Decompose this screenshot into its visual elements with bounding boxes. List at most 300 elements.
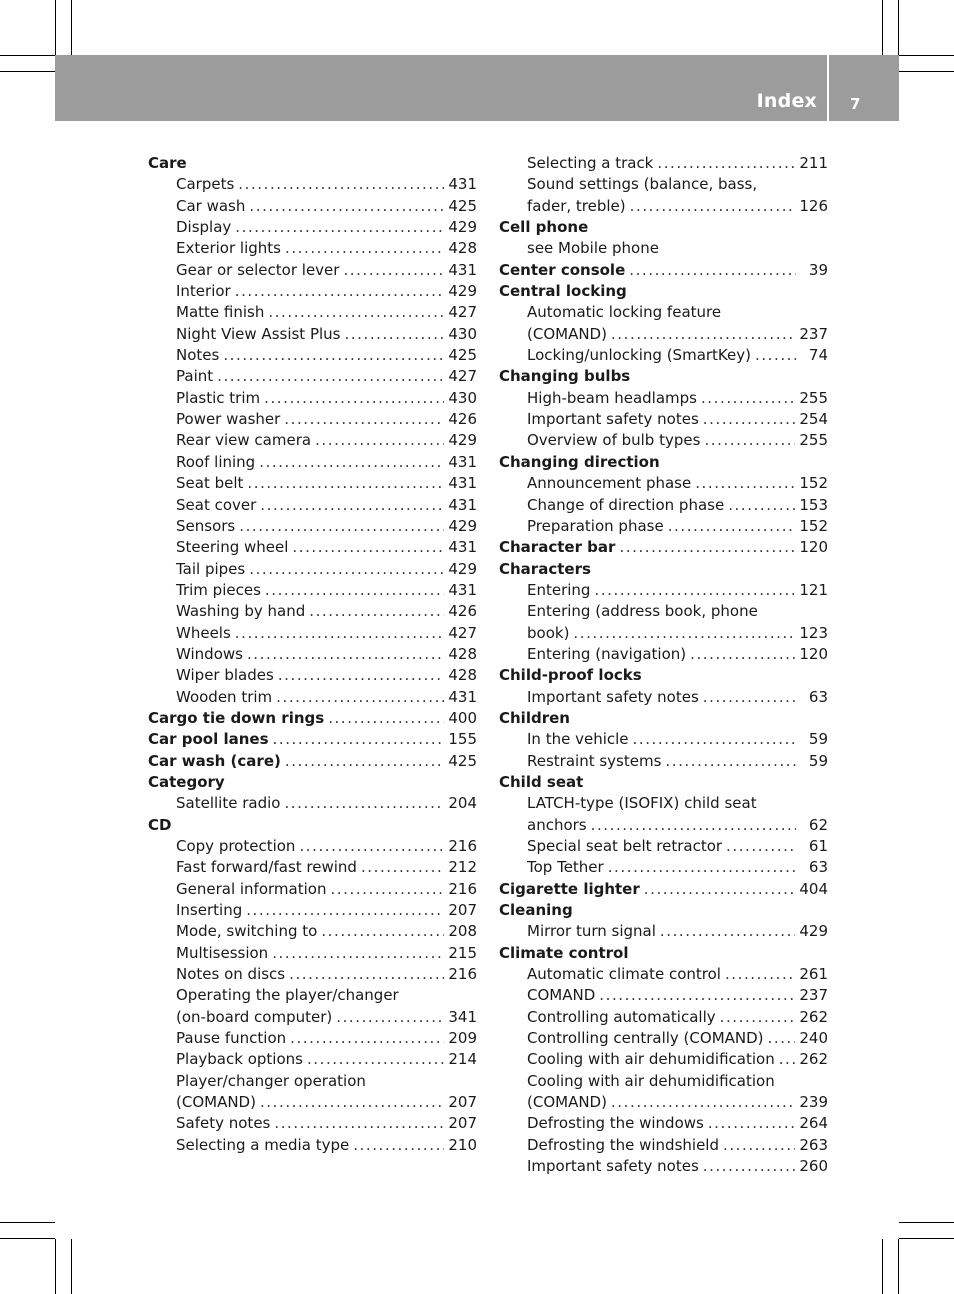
crop-mark	[55, 1239, 56, 1294]
crop-mark	[899, 55, 954, 56]
dot-leader	[728, 495, 795, 516]
index-entry-text: Wiper blades	[176, 666, 274, 685]
index-entry-text: Wooden trim	[176, 687, 273, 706]
index-subentry	[148, 452, 477, 473]
index-subentry	[148, 1028, 477, 1049]
dot-leader	[268, 302, 444, 323]
index-entry-text: Changing bulbs	[499, 367, 631, 386]
index-heading	[499, 217, 828, 238]
index-subentry	[499, 238, 828, 259]
index-page-ref: 425	[448, 346, 477, 365]
index-page-ref: 428	[448, 239, 477, 258]
index-page-ref: 237	[799, 986, 828, 1005]
index-page-ref: 208	[448, 922, 477, 941]
index-subentry	[148, 644, 477, 665]
dot-leader	[708, 1113, 796, 1134]
index-page-ref: 430	[448, 388, 477, 407]
dot-leader	[726, 836, 796, 857]
index-heading	[499, 260, 828, 281]
index-subentry	[499, 302, 828, 323]
index-entry-text: Category	[148, 772, 225, 791]
index-page-ref: 39	[808, 260, 828, 279]
dot-leader	[321, 921, 444, 942]
index-page-ref: 59	[808, 751, 828, 770]
dot-leader	[217, 366, 444, 387]
index-page-ref: 62	[808, 815, 828, 834]
dot-leader	[695, 473, 795, 494]
index-subentry	[148, 516, 477, 537]
index-page-ref: 425	[448, 196, 477, 215]
crop-mark	[0, 55, 55, 56]
dot-leader	[264, 388, 444, 409]
index-entry-text: Automatic climate control	[527, 965, 721, 984]
dot-leader	[629, 260, 796, 281]
index-entry-text: Center console	[499, 260, 626, 279]
index-subentry	[499, 388, 828, 409]
index-heading	[148, 815, 477, 836]
index-page-ref: 428	[448, 666, 477, 685]
index-entry-text: Night View Assist Plus	[176, 324, 341, 343]
index-entry-text: Notes on discs	[176, 965, 286, 984]
index-subentry	[499, 623, 828, 644]
index-subentry	[499, 1092, 828, 1113]
index-entry-text: Character bar	[499, 538, 616, 557]
index-entry-text: Announcement phase	[527, 474, 692, 493]
crop-mark	[55, 0, 56, 55]
index-page-ref: 431	[448, 175, 477, 194]
dot-leader	[644, 879, 796, 900]
index-entry-text: Satellite radio	[176, 794, 281, 813]
dot-leader	[701, 388, 795, 409]
index-entry-text: Windows	[176, 644, 243, 663]
index-entry-text: Matte finish	[176, 303, 265, 322]
index-entry-text: Carpets	[176, 175, 235, 194]
index-subentry	[148, 388, 477, 409]
index-page-ref: 431	[448, 495, 477, 514]
dot-leader	[630, 196, 796, 217]
index-entry-text: Change of direction phase	[527, 495, 725, 514]
index-subentry	[499, 345, 828, 366]
index-heading	[499, 879, 828, 900]
index-entry-text: Car wash (care)	[148, 751, 281, 770]
index-entry-text: Exterior lights	[176, 239, 281, 258]
index-subentry	[499, 1156, 828, 1177]
index-page-ref: 152	[799, 474, 828, 493]
index-page-ref: 427	[448, 367, 477, 386]
dot-leader	[260, 495, 444, 516]
index-page-ref: 61	[808, 837, 828, 855]
index-subentry	[148, 559, 477, 580]
crop-mark	[898, 1239, 899, 1294]
index-entry-text: In the vehicle	[527, 730, 629, 749]
dot-leader	[720, 1007, 796, 1028]
index-entry-text: Cigarette lighter	[499, 879, 640, 898]
index-page-ref: 431	[448, 452, 477, 471]
index-entry-text: CD	[148, 815, 172, 834]
index-page-ref: 152	[799, 516, 828, 535]
index-entry-text: Overview of bulb types	[527, 431, 701, 450]
index-entry-text: Operating the player/changer	[176, 986, 399, 1005]
index-page-ref: 255	[799, 388, 828, 407]
index-entry-text: Central locking	[499, 282, 627, 301]
dot-leader	[345, 324, 445, 345]
index-entry-text: see Mobile phone	[527, 239, 659, 258]
index-heading	[499, 708, 828, 729]
index-heading	[499, 900, 828, 921]
dot-leader	[307, 1049, 444, 1070]
index-page-ref: 428	[448, 644, 477, 663]
dot-leader	[239, 516, 444, 537]
dot-leader	[768, 1028, 796, 1049]
index-entry-text: Restraint systems	[527, 751, 662, 770]
index-entry-text: Display	[176, 218, 232, 237]
index-subentry	[499, 324, 828, 345]
index-entry-text: Cleaning	[499, 901, 573, 920]
dot-leader	[353, 1135, 444, 1156]
dot-leader	[704, 430, 795, 451]
index-entry-text: LATCH-type (ISOFIX) child seat	[527, 794, 757, 813]
index-page-ref: 204	[448, 794, 477, 813]
index-subentry	[499, 516, 828, 537]
index-page-ref: 74	[808, 346, 828, 365]
index-entry-text: Defrosting the windshield	[527, 1135, 719, 1154]
index-entry-text: Cooling with air dehumidification	[527, 1050, 775, 1069]
index-entry-text: Cooling with air dehumidification	[527, 1071, 775, 1090]
index-entry-text: Copy protection	[176, 837, 296, 855]
index-subentry	[499, 729, 828, 750]
index-page-ref: 121	[799, 580, 828, 599]
index-subentry	[148, 921, 477, 942]
crop-mark	[898, 0, 899, 55]
index-subentry	[148, 793, 477, 814]
index-heading	[499, 452, 828, 473]
dot-leader	[273, 729, 445, 750]
index-subentry	[499, 430, 828, 451]
index-entry-text: Mirror turn signal	[527, 922, 656, 941]
index-entry-text: Important safety notes	[527, 1157, 699, 1176]
index-subentry	[148, 260, 477, 281]
index-subentry	[148, 985, 477, 1006]
index-heading	[499, 943, 828, 964]
index-subentry	[499, 196, 828, 217]
index-page-ref: 123	[799, 623, 828, 642]
dot-leader	[755, 345, 796, 366]
index-subentry	[499, 1007, 828, 1028]
index-entry-text: High-beam headlamps	[527, 388, 697, 407]
index-entry-text: COMAND	[527, 986, 596, 1005]
dot-leader	[660, 921, 795, 942]
index-page-ref: 429	[448, 282, 477, 301]
index-subentry	[148, 580, 477, 601]
index-page-ref: 240	[799, 1029, 828, 1048]
index-subentry	[499, 985, 828, 1006]
index-entry-text: Mode, switching to	[176, 922, 318, 941]
index-heading	[499, 772, 828, 793]
index-subentry	[148, 665, 477, 686]
index-subentry	[499, 601, 828, 622]
index-subentry	[148, 430, 477, 451]
dot-leader	[309, 601, 444, 622]
dot-leader	[246, 900, 444, 921]
index-entry-text: Automatic locking feature	[527, 303, 722, 322]
index-entry-text: Seat cover	[176, 495, 257, 514]
index-entry-text: Controlling centrally (COMAND)	[527, 1029, 764, 1048]
index-page-ref: 209	[448, 1029, 477, 1048]
index-subentry	[148, 324, 477, 345]
dot-leader	[611, 324, 795, 345]
index-entry-text: General information	[176, 879, 327, 898]
dot-leader	[336, 1007, 444, 1028]
index-subentry	[148, 836, 477, 857]
index-entry-text: (COMAND)	[176, 1093, 256, 1112]
index-entry-text: Preparation phase	[527, 516, 664, 535]
dot-leader	[611, 1092, 795, 1113]
index-subentry	[499, 1028, 828, 1049]
index-subentry	[499, 1049, 828, 1070]
index-entry-text: Top Tether	[527, 858, 604, 877]
index-subentry	[148, 900, 477, 921]
index-page-ref: 214	[448, 1050, 477, 1069]
index-heading	[499, 537, 828, 558]
dot-leader	[619, 537, 795, 558]
index-subentry	[148, 1007, 477, 1028]
dot-leader	[315, 430, 444, 451]
index-entry-text: Power washer	[176, 410, 281, 429]
dot-leader	[292, 537, 444, 558]
index-page-ref: 255	[799, 431, 828, 450]
index-entry-text: Sound settings (balance, bass,	[527, 175, 758, 194]
index-subentry	[499, 793, 828, 814]
index-page-ref: 425	[448, 751, 477, 770]
dot-leader	[703, 409, 796, 430]
index-subentry	[148, 1113, 477, 1134]
index-subentry	[499, 687, 828, 708]
index-page-ref: 430	[448, 324, 477, 343]
index-subentry	[148, 537, 477, 558]
section-title: Index	[756, 90, 817, 112]
crop-mark	[71, 0, 72, 55]
dot-leader	[599, 985, 795, 1006]
index-entry-text: (on-board computer)	[176, 1007, 333, 1026]
index-entry-text: Important safety notes	[527, 410, 699, 429]
dot-leader	[343, 260, 444, 281]
index-entry-text: Wheels	[176, 623, 231, 642]
index-page-ref: 429	[448, 516, 477, 535]
crop-mark	[899, 71, 954, 72]
index-subentry	[499, 495, 828, 516]
dot-leader	[665, 751, 796, 772]
index-entry-text: fader, treble)	[527, 196, 626, 215]
dot-leader	[289, 964, 444, 985]
dot-leader	[249, 196, 444, 217]
index-page-ref: 262	[799, 1007, 828, 1026]
index-subentry	[499, 836, 828, 857]
index-entry-text: Entering	[527, 580, 591, 599]
dot-leader	[259, 452, 444, 473]
index-page-ref: 207	[448, 1114, 477, 1133]
dot-leader	[703, 1156, 796, 1177]
index-entry-text: Playback options	[176, 1050, 303, 1069]
index-page-ref: 210	[448, 1135, 477, 1154]
dot-leader	[272, 943, 444, 964]
index-page-ref: 211	[799, 154, 828, 172]
index-page-ref: 404	[799, 879, 828, 898]
index-entry-text: Selecting a track	[527, 154, 654, 172]
dot-leader	[247, 644, 444, 665]
index-heading	[499, 559, 828, 580]
dot-leader	[285, 751, 445, 772]
index-subentry	[148, 495, 477, 516]
index-page-ref: 341	[448, 1007, 477, 1026]
index-column-right	[499, 153, 828, 1178]
dot-leader	[594, 580, 795, 601]
dot-leader	[703, 687, 796, 708]
index-entry-text: Cell phone	[499, 218, 589, 237]
index-subentry	[499, 174, 828, 195]
index-entry-text: Seat belt	[176, 474, 244, 493]
index-subentry	[499, 815, 828, 836]
index-subentry	[499, 580, 828, 601]
dot-leader	[260, 1092, 444, 1113]
index-subentry	[499, 409, 828, 430]
dot-leader	[235, 281, 445, 302]
header-separator	[827, 55, 829, 121]
index-entry-text: Sensors	[176, 516, 236, 535]
index-entry-text: Pause function	[176, 1029, 287, 1048]
index-subentry	[499, 964, 828, 985]
index-page-ref: 429	[448, 218, 477, 237]
index-page-ref: 264	[799, 1114, 828, 1133]
index-entry-text: book)	[527, 623, 570, 642]
crop-mark	[0, 1222, 55, 1223]
index-subentry	[148, 302, 477, 323]
index-entry-text: Tail pipes	[176, 559, 246, 578]
index-subentry	[148, 943, 477, 964]
index-subentry	[499, 1071, 828, 1092]
index-page-ref: 216	[448, 965, 477, 984]
index-entry-text: Notes	[176, 346, 220, 365]
index-page-ref: 216	[448, 879, 477, 898]
dot-leader	[276, 687, 444, 708]
dot-leader	[591, 815, 796, 836]
dot-leader	[278, 665, 445, 686]
crop-mark	[882, 0, 883, 55]
index-subentry	[148, 879, 477, 900]
index-page-ref: 207	[448, 1093, 477, 1112]
index-page-ref: 153	[799, 495, 828, 514]
index-page-ref: 426	[448, 410, 477, 429]
index-page-ref: 263	[799, 1135, 828, 1154]
index-page-ref: 63	[808, 858, 828, 877]
index-page-ref: 431	[448, 474, 477, 493]
index-subentry	[148, 473, 477, 494]
index-entry-text: Defrosting the windows	[527, 1114, 704, 1133]
index-heading	[499, 665, 828, 686]
index-subentry	[148, 366, 477, 387]
index-subentry	[148, 687, 477, 708]
dot-leader	[328, 708, 444, 729]
index-subentry	[148, 1071, 477, 1092]
index-page-ref: 431	[448, 687, 477, 706]
index-subentry	[148, 238, 477, 259]
index-entry-text: Special seat belt retractor	[527, 837, 723, 855]
index-heading	[148, 751, 477, 772]
index-entry-text: Locking/unlocking (SmartKey)	[527, 346, 751, 365]
dot-leader	[284, 409, 444, 430]
crop-mark	[0, 1238, 55, 1239]
index-page-ref: 427	[448, 303, 477, 322]
index-entry-text: Care	[148, 154, 187, 172]
index-page-ref: 59	[808, 730, 828, 749]
index-entry-text: Washing by hand	[176, 602, 306, 621]
dot-leader	[238, 174, 444, 195]
index-page-ref: 400	[448, 708, 477, 727]
index-page-ref: 216	[448, 837, 477, 855]
index-entry-text: Entering (address book, phone	[527, 602, 758, 621]
index-subentry	[499, 751, 828, 772]
index-entry-text: Interior	[176, 282, 231, 301]
dot-leader	[249, 559, 444, 580]
index-subentry	[148, 1135, 477, 1156]
crop-mark	[899, 1238, 954, 1239]
index-page-ref: 120	[799, 538, 828, 557]
index-entry-text: Child-proof locks	[499, 666, 642, 685]
index-entry-text: Paint	[176, 367, 214, 386]
index-heading	[148, 772, 477, 793]
dot-leader	[723, 1135, 795, 1156]
crop-mark	[899, 1222, 954, 1223]
index-entry-text: Inserting	[176, 901, 243, 920]
index-subentry	[148, 601, 477, 622]
index-page-ref: 431	[448, 580, 477, 599]
index-entry-text: anchors	[527, 815, 587, 834]
index-entry-text: Rear view camera	[176, 431, 312, 450]
dot-leader	[235, 217, 444, 238]
index-column-left	[148, 153, 477, 1156]
index-page-ref: 63	[808, 687, 828, 706]
index-entry-text: Car pool lanes	[148, 730, 269, 749]
index-entry-text: Entering (navigation)	[527, 644, 687, 663]
index-entry-text: Steering wheel	[176, 538, 289, 557]
index-entry-text: Trim pieces	[176, 580, 261, 599]
index-entry-text: Characters	[499, 559, 591, 578]
dot-leader	[779, 1049, 796, 1070]
dot-leader	[361, 857, 444, 878]
index-heading	[148, 708, 477, 729]
index-page-ref: 431	[448, 538, 477, 557]
index-entry-text: Player/changer operation	[176, 1071, 366, 1090]
index-subentry	[148, 857, 477, 878]
index-heading	[499, 281, 828, 302]
page-number: 7	[850, 95, 861, 113]
index-page-ref: 155	[448, 730, 477, 749]
index-entry-text: (COMAND)	[527, 1093, 607, 1112]
index-page-ref: 237	[799, 324, 828, 343]
dot-leader	[690, 644, 795, 665]
index-subentry	[148, 1049, 477, 1070]
dot-leader	[284, 793, 444, 814]
index-entry-text: Cargo tie down rings	[148, 708, 325, 727]
index-entry-text: Car wash	[176, 196, 246, 215]
index-page-ref: 260	[799, 1157, 828, 1176]
dot-leader	[633, 729, 796, 750]
index-page-ref: 207	[448, 901, 477, 920]
index-subentry	[499, 644, 828, 665]
index-subentry	[148, 623, 477, 644]
index-heading	[148, 729, 477, 750]
index-subentry	[148, 174, 477, 195]
crop-mark	[71, 1239, 72, 1294]
